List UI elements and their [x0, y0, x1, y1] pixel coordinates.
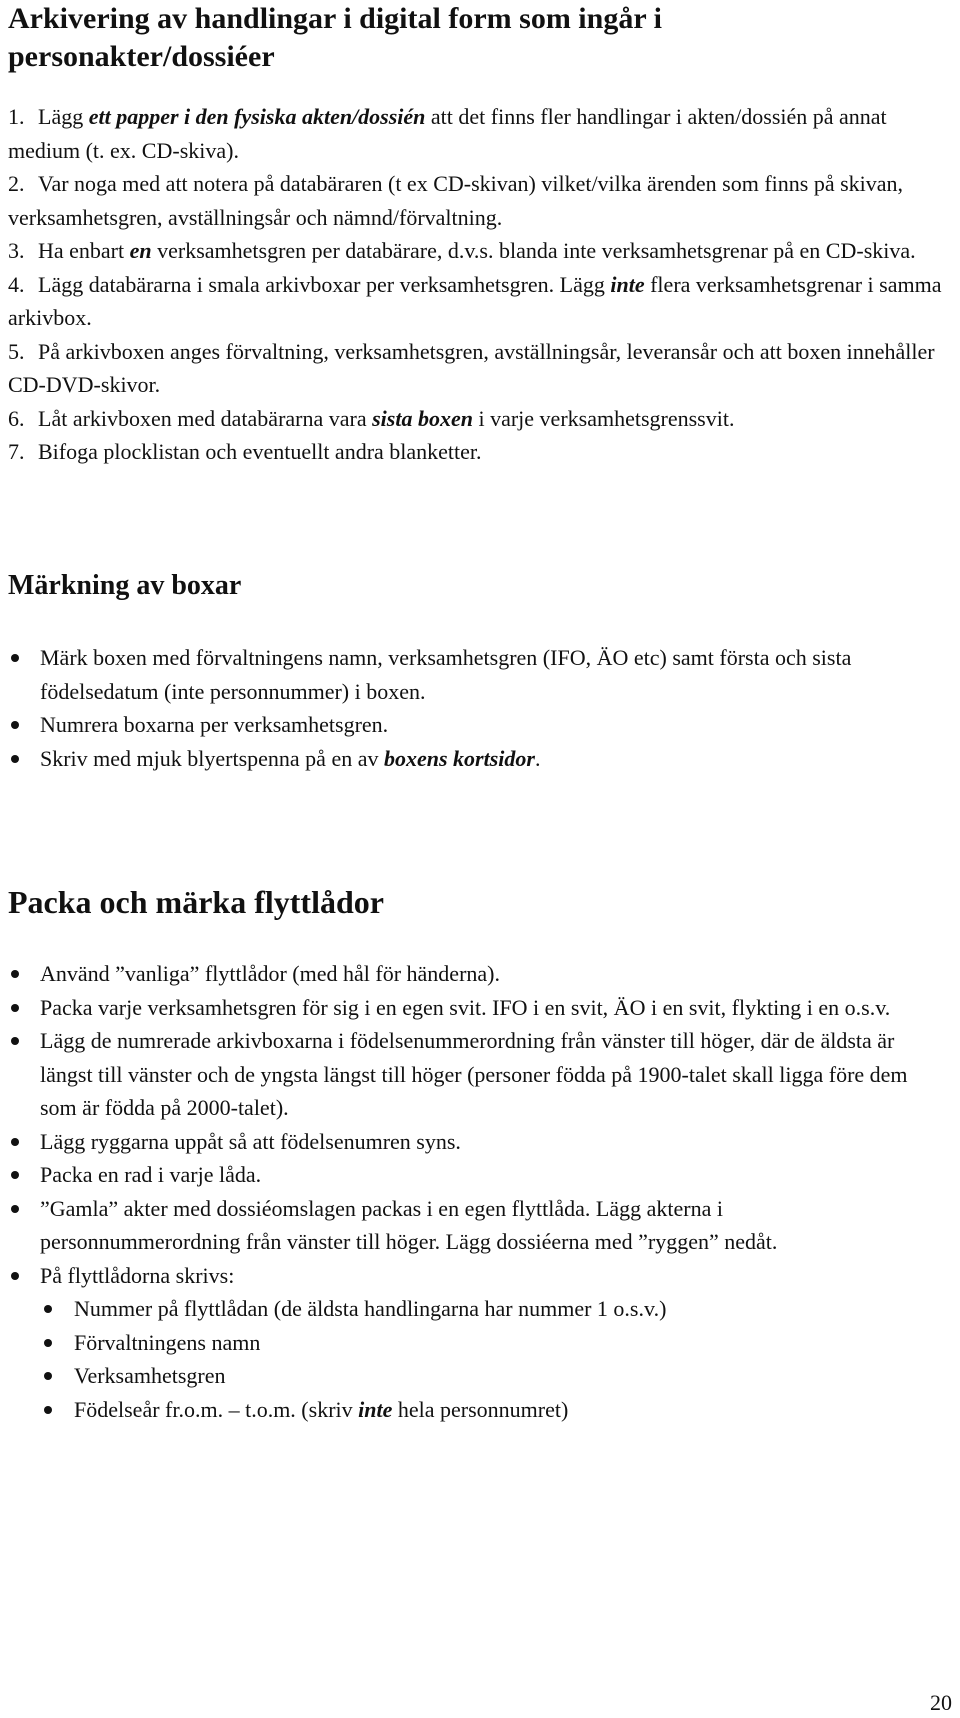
list-item: Numrera boxarna per verksamhetsgren. — [8, 708, 923, 742]
list-item: 6. Låt arkivboxen med databärarna vara sista boxen i varje verksamhetsgrenssvit. — [8, 405, 735, 431]
list-item: 7. Bifoga plocklistan och eventuellt andra blanketter. — [8, 439, 482, 464]
list-item: Packa en rad i varje låda. — [8, 1158, 923, 1192]
markning-bullet-list — [8, 641, 923, 775]
bullet-icon — [44, 1305, 52, 1313]
bullet-icon — [11, 1004, 19, 1012]
list-item: 5. På arkivboxen anges förvaltning, verksamhetsgren, avställningsår, leveransår och att boxen innehåller CD-DVD-skivor. — [8, 338, 935, 397]
packa-bullet-list — [8, 957, 923, 1426]
bullet-icon — [11, 1037, 19, 1045]
numbered-steps-list — [8, 100, 953, 469]
list-item: På flyttlådorna skrivs: Nummer på flyttlådan (de äldsta handlingarna har nummer 1 o.s.v.) Förvaltningens namn Verksamhetsgren Födelseår fr.o.m. – t.o.m. (skriv inte hela personnumret) — [8, 1259, 923, 1427]
page-title: Arkivering av handlingar i digital form som ingår i personakter/dossiéer — [8, 2, 662, 73]
bullet-icon — [11, 1138, 19, 1146]
section-heading-packa: Packa och märka flyttlådor — [8, 884, 384, 920]
bullet-icon — [44, 1372, 52, 1380]
list-item: Lägg ryggarna uppåt så att födelsenumren syns. — [8, 1125, 923, 1159]
page-number: 20 — [930, 1690, 952, 1715]
bullet-icon — [11, 970, 19, 978]
sub-list-item: Förvaltningens namn — [8, 1326, 888, 1360]
list-item: Märk boxen med förvaltningens namn, verksamhetsgren (IFO, ÄO etc) samt första och sista födelsedatum (inte personnummer) i boxen. — [8, 641, 923, 708]
sub-list-item: Verksamhetsgren — [8, 1359, 888, 1393]
list-item: Lägg de numrerade arkivboxarna i födelsenummerordning från vänster till höger, där de äldsta är längst till vänster och de yngsta längst till höger (personer födda på 1900-talet skall ligga före dem som är födda på 2000-talet). — [8, 1024, 923, 1125]
bullet-icon — [44, 1406, 52, 1414]
section-heading-markning: Märkning av boxar — [8, 570, 242, 601]
sub-list-item: Nummer på flyttlådan (de äldsta handlingarna har nummer 1 o.s.v.) — [8, 1292, 888, 1326]
list-item: Packa varje verksamhetsgren för sig i en egen svit. IFO i en svit, ÄO i en svit, flykting i en o.s.v. — [8, 991, 923, 1025]
packa-sub-bullet-list — [8, 1292, 888, 1426]
list-item: ”Gamla” akter med dossiéomslagen packas i en egen flyttlåda. Lägg akterna i personnummerordning från vänster till höger. Lägg dossiéerna med ”ryggen” nedåt. — [8, 1192, 923, 1259]
list-item: 2. Var noga med att notera på databäraren (t ex CD-skivan) vilket/vilka ärenden som finns på skivan, verksamhetsgren, avställningsår och nämnd/förvaltning. — [8, 171, 904, 230]
bullet-icon — [11, 1272, 19, 1280]
bullet-icon — [11, 1205, 19, 1213]
list-item: 1. Lägg ett papper i den fysiska akten/dossién att det finns fler handlingar i akten/dossién på annat medium (t. ex. CD-skiva). — [8, 104, 887, 163]
bullet-icon — [11, 721, 19, 729]
bullet-icon — [11, 755, 19, 763]
bullet-icon — [11, 1171, 19, 1179]
list-item: Använd ”vanliga” flyttlådor (med hål för händerna). — [8, 957, 923, 991]
list-item: 3. Ha enbart en verksamhetsgren per databärare, d.v.s. blanda inte verksamhetsgrenar på en CD-skiva. — [8, 238, 916, 263]
list-item: 4. Lägg databärarna i smala arkivboxar per verksamhetsgren. Lägg inte flera verksamhetsgrenar i samma arkivbox. — [8, 271, 942, 330]
sub-list-item: Födelseår fr.o.m. – t.o.m. (skriv inte hela personnumret) — [8, 1393, 888, 1427]
bullet-icon — [44, 1339, 52, 1347]
list-item: Skriv med mjuk blyertspenna på en av boxens kortsidor. — [8, 742, 923, 776]
bullet-icon — [11, 654, 19, 662]
